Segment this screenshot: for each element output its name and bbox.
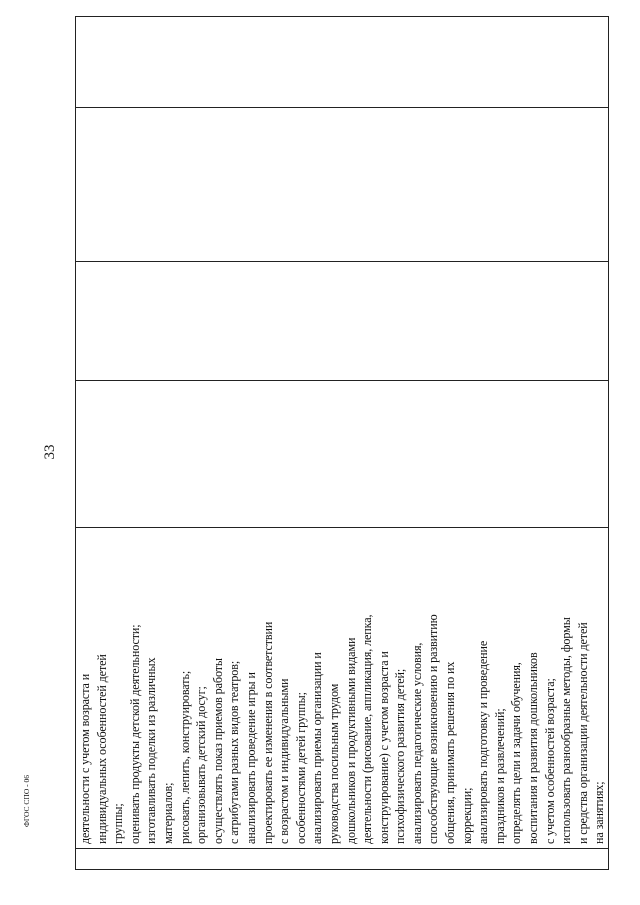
skill-line: с атрибутами разных видов театров; — [227, 660, 242, 844]
skill-line: праздников и развлечений; — [492, 708, 507, 844]
skill-line: деятельности с учетом возраста и — [78, 673, 92, 844]
skill-line: дошкольников и продуктивными видами — [343, 637, 358, 844]
skill-line: проектировать ее изменения в соответствии — [260, 621, 275, 844]
skill-line: анализировать проведение игры и — [243, 672, 258, 844]
skill-line: с учетом особенностей возраста; — [542, 678, 557, 844]
skills-list — [77, 531, 608, 844]
skill-line: коррекции; — [459, 787, 474, 844]
skill-line: оценивать продукты детской деятельности; — [127, 624, 142, 844]
table-cell-empty-1 — [76, 381, 609, 528]
table-cell-index — [76, 849, 609, 870]
skill-line: индивидуальных особенностей детей — [94, 654, 109, 844]
skill-line: психофизического развития детей; — [393, 668, 408, 844]
skill-line: деятельности (рисование, аппликация, лепка, — [360, 614, 375, 844]
table-cell-empty-4 — [76, 17, 609, 108]
skill-line: анализировать подготовку и проведение — [476, 640, 491, 844]
skill-line: на занятиях; — [592, 781, 607, 844]
skill-line: материалов; — [160, 782, 175, 844]
skill-line: общения, принимать решения по их — [443, 661, 458, 844]
skill-line: изготавливать поделки из различных — [144, 657, 159, 844]
table-cell-empty-2 — [76, 262, 609, 381]
table-row — [76, 17, 609, 870]
table-cell-empty-3 — [76, 108, 609, 262]
skill-line: организовывать детский досуг; — [194, 686, 209, 844]
skill-line: особенностями детей группы; — [293, 692, 308, 844]
footer-code: ФГОС СПО - 06 — [21, 774, 31, 828]
page-number: 33 — [41, 444, 58, 460]
skill-line: воспитания и развития дошкольников — [526, 652, 541, 844]
skill-line: анализировать приемы организации и — [310, 652, 325, 844]
skill-line: и средства организации деятельности детей — [575, 622, 590, 844]
curriculum-table — [75, 16, 609, 870]
skill-line: способствующие возникновению и развитию — [426, 614, 441, 844]
skill-line: конструирование) с учетом возраста и — [376, 651, 391, 844]
skill-line: определять цели и задачи обучения, — [509, 662, 524, 844]
skill-line: осуществлять показ приемов работы — [210, 658, 225, 844]
table-cell-skills — [76, 528, 609, 849]
skill-line: группы; — [111, 803, 126, 844]
skill-line: с возрастом и индивидуальными — [277, 678, 292, 844]
skill-line: руководства посильным трудом — [326, 683, 341, 844]
skill-line: анализировать педагогические условия, — [409, 642, 424, 844]
rotated-page-content — [75, 30, 607, 870]
skill-line: использовать разнообразные методы, формы — [559, 617, 574, 844]
skill-line: рисовать, лепить, конструировать; — [177, 670, 192, 844]
